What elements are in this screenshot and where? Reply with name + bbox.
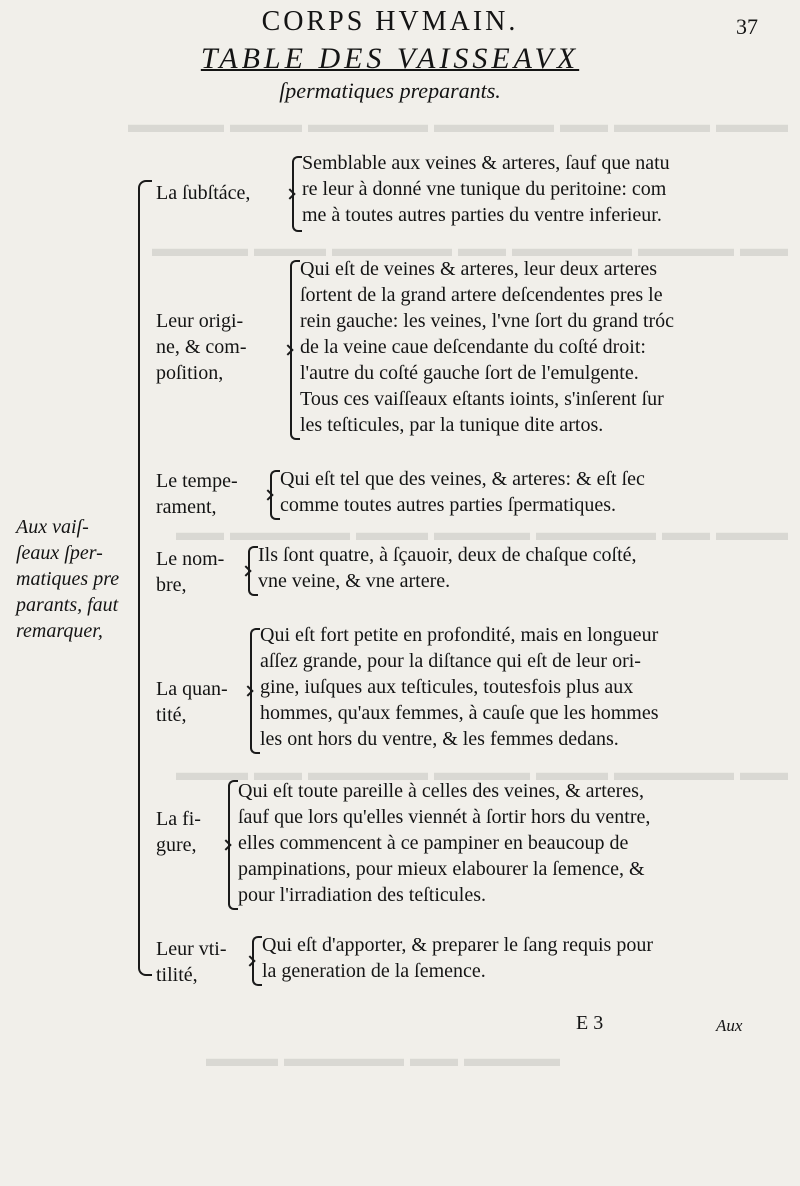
entry-text-line: re leur à donné vne tunique du peritoine: com <box>302 178 667 200</box>
page-number: 37 <box>736 14 758 39</box>
entry-brace <box>248 546 258 596</box>
entry-label <box>156 806 236 858</box>
table-title: TABLE DES VAISSEAVX <box>200 42 580 75</box>
entry-text-line: Ils ſont quatre, à ſçauoir, deux de chaſque coſté, <box>258 544 637 566</box>
signature-mark: E 3 <box>576 1012 604 1034</box>
entry-brace <box>290 260 300 440</box>
entry-brace <box>292 156 302 232</box>
entry-text-line: Qui eſt fort petite en profondité, mais en longueur <box>260 624 659 646</box>
entry-label <box>156 308 296 386</box>
entry-text <box>262 932 653 984</box>
entry-label <box>156 468 276 520</box>
margin-heading-line: matiques pre <box>16 568 120 590</box>
entry-text-line: la generation de la ſemence. <box>262 960 486 982</box>
entry-text-line: elles commencent à ce pampiner en beaucoup de <box>238 832 629 854</box>
entry-label-line: ne, & com- <box>156 336 247 358</box>
entry-text-line: hommes, qu'aux femmes, à cauſe que les hommes <box>260 702 659 724</box>
entry-label-line: rament, <box>156 496 217 518</box>
entry-text-line: de la veine caue deſcendante du coſté droit: <box>300 336 646 358</box>
entry-text-line: pour l'irradiation des teſticules. <box>238 884 486 906</box>
entry-label-line: La quan- <box>156 678 228 700</box>
entry-text-line: Tous ces vaiſſeaux eſtants ioints, s'inſerent ſur <box>300 388 664 410</box>
entry-label <box>156 936 256 988</box>
entry-label-line: Leur vti- <box>156 938 227 960</box>
entry-text-line: Qui eſt d'apporter, & preparer le ſang requis pour <box>262 934 653 956</box>
entry-label-line: Le tempe- <box>156 470 238 492</box>
show-through-texture: ​▬▬▬ ▬▬▬▬ ▬▬ ▬▬▬▬▬ ▬▬▬▬▬ ▬▬▬ ▬▬▬▬ ▬▬ ▬▬▬▬ ▬▬▬▬▬ ▬▬ ▬▬▬▬▬ ▬▬▬ ▬▬▬▬ ▬▬▬ ▬▬ ▬▬▬▬▬ ▬▬▬▬ ▬▬▬ ▬▬▬▬▬ ▬▬ ▬▬ ▬▬▬▬▬ ▬▬▬ ▬▬▬▬ ▬▬▬▬▬ ▬▬ ▬▬▬ ▬▬▬▬ ▬▬ ▬▬▬▬▬ ▬▬▬ <box>128 112 788 1068</box>
margin-heading-line: parants, faut <box>16 594 119 616</box>
entry-text-line: Semblable aux veines & arteres, ſauf que natu <box>302 152 670 174</box>
entry-text <box>258 542 637 594</box>
entry-text-line: ſauf que lors qu'elles viennét à ſortir hors du ventre, <box>238 806 651 828</box>
entry-label <box>156 676 256 728</box>
entry-brace <box>270 470 280 520</box>
entry-text-line: me à toutes autres parties du ventre inferieur. <box>302 204 662 226</box>
margin-heading-line: ſeaux ſper- <box>16 542 103 564</box>
entry-text-line: pampinations, pour mieux elabourer la ſemence, & <box>238 858 645 880</box>
entry-text-line: Qui eſt de veines & arteres, leur deux arteres <box>300 258 658 280</box>
entry-text-line: gine, iuſques aux teſticules, toutesfois plus aux <box>260 676 634 698</box>
entry-brace <box>250 628 260 754</box>
entry-text <box>238 778 650 908</box>
entry-text-line: comme toutes autres parties ſpermatiques. <box>280 494 617 516</box>
entry-brace <box>228 780 238 910</box>
entry-text-line: l'autre du coſté gauche ſort de l'emulgente. <box>300 362 639 384</box>
entry-label-line: bre, <box>156 574 187 596</box>
table-subtitle: ſpermatiques preparants. <box>279 78 501 103</box>
margin-heading-line: Aux vaiſ- <box>16 516 89 538</box>
entry-text-line: Qui eſt tel que des veines, & arteres: & eſt ſec <box>280 468 645 490</box>
margin-heading-line: remarquer, <box>16 620 103 642</box>
entry-text-line: les teſticules, par la tunique dite artos. <box>300 414 604 436</box>
entry-text-line: aſſez grande, pour la diſtance qui eſt de leur ori- <box>260 650 641 672</box>
entry-label-line: poſition, <box>156 362 224 384</box>
entry-label-line: tité, <box>156 704 187 726</box>
entry-text-line: les ont hors du ventre, & les femmes dedans. <box>260 728 619 750</box>
entry-label-line: La ſubſtáce, <box>156 182 251 204</box>
entry-text <box>302 150 670 228</box>
entry-text <box>260 622 659 752</box>
entry-label-line: gure, <box>156 834 197 856</box>
entry-text-line: rein gauche: les veines, l'vne ſort du grand tróc <box>300 310 675 332</box>
entry-label-line: Le nom- <box>156 548 225 570</box>
catchword: Aux <box>716 1016 743 1035</box>
entry-label-line: tilité, <box>156 964 198 986</box>
entry-label-line: La fi- <box>156 808 201 830</box>
main-bracket <box>138 180 152 976</box>
entry-text-line: ſortent de la grand artere deſcendentes pres le <box>300 284 663 306</box>
entry-text <box>300 256 674 438</box>
entry-text-line: vne veine, & vne artere. <box>258 570 451 592</box>
entry-brace <box>252 936 262 986</box>
entry-label <box>156 180 296 206</box>
running-head: CORPS HVMAIN. <box>261 6 519 37</box>
entry-label-line: Leur origi- <box>156 310 244 332</box>
entry-text <box>280 466 645 518</box>
margin-heading <box>16 514 140 644</box>
entry-text-line: Qui eſt toute pareille à celles des veines, & arteres, <box>238 780 644 802</box>
